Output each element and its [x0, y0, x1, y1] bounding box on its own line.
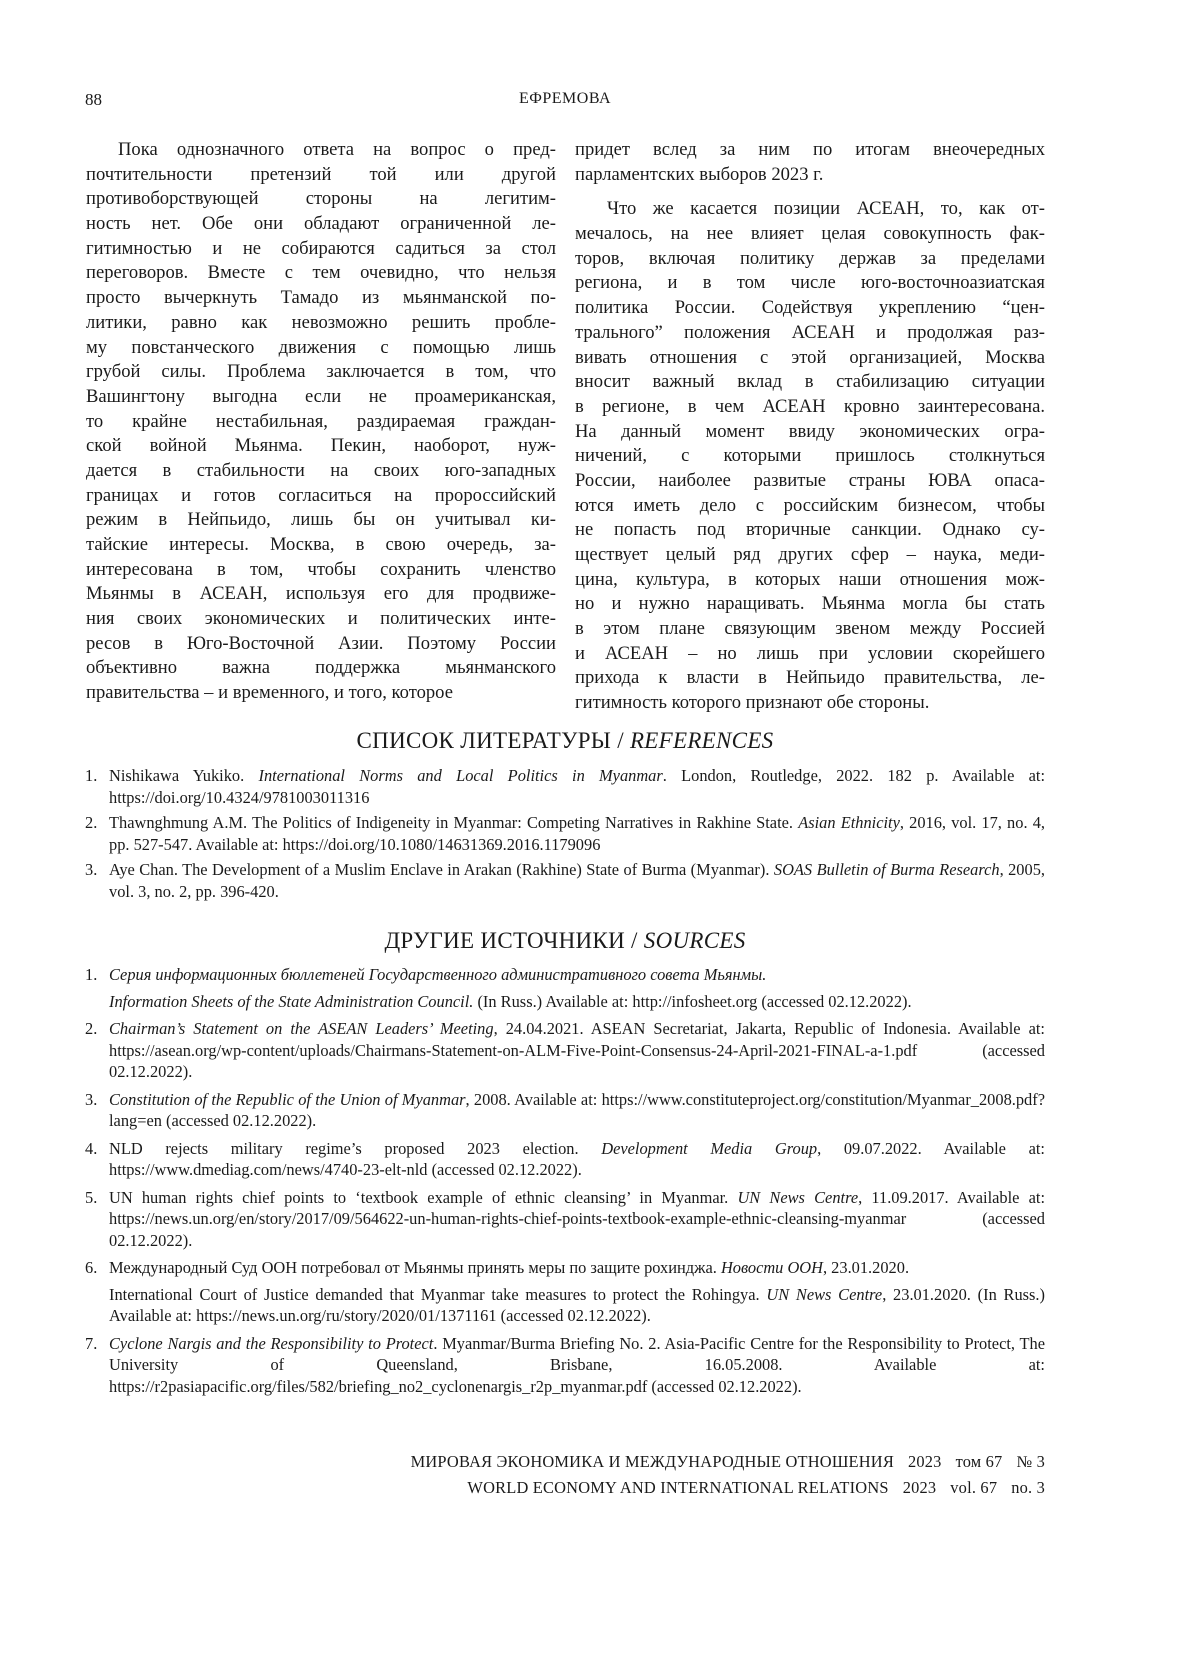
- text-line: грубой силы. Проблема заключается в том, что: [86, 360, 556, 385]
- text-segment: NLD rejects military regime’s proposed 2023 election.: [109, 1139, 601, 1158]
- item-number: 3.: [85, 859, 97, 881]
- text-segment: , 11.09.2017. Available at: https://news.un.org/en/story/2017/09/564622-un-human-rights-chief-points-textbook-example-ethnic-cleansing-myanmar (accessed 02.12.2022).: [109, 1188, 1045, 1250]
- body-left-column: [86, 138, 556, 706]
- list-item: [85, 812, 1045, 855]
- text-line: противоборствующей стороны на легитим-: [86, 187, 556, 212]
- text-line: политика России. Содействуя укреплению “цен-: [575, 296, 1045, 321]
- item-number: 4.: [85, 1138, 97, 1160]
- text-line: ской войной Мьянма. Пекин, наоборот, нуж-: [86, 434, 556, 459]
- list-item: [85, 1138, 1045, 1181]
- text-line: то крайне нестабильная, раздираемая граждан-: [86, 410, 556, 435]
- text-line: региона, и в том числе юго-восточноазиатская: [575, 271, 1045, 296]
- item-number: 2.: [85, 1018, 97, 1040]
- references-heading: [0, 728, 1130, 754]
- text-line: цина, культура, в которых наши отношения мож-: [575, 568, 1045, 593]
- text-segment: , 23.01.2020. (In Russ.) Available at: https://news.un.org/ru/story/2020/01/1371161 (accessed 02.12.2022).: [109, 1285, 1045, 1326]
- text-segment: , 24.04.2021. ASEAN Secretariat, Jakarta, Republic of Indonesia. Available at: https://asean.org/wp-content/uploads/Chairmans-Statement-on-ALM-Five-Point-Consensus-24-April-2021-FINAL-a-1.pdf (accessed 02.12.2022).: [109, 1019, 1045, 1081]
- text-segment: , 2005, vol. 3, no. 2, pp. 396-420.: [109, 860, 1045, 901]
- text-line: прихода к власти в Нейпьидо правительства, ле-: [575, 666, 1045, 691]
- text-line: Пока однозначного ответа на вопрос о пред-: [86, 138, 556, 163]
- text-line: трального” положения АСЕАН и продолжая раз-: [575, 321, 1045, 346]
- text-line: но и нужно наращивать. Мьянма могла бы стать: [575, 592, 1045, 617]
- text-segment: . London, Routledge, 2022. 182 p. Available at: https://doi.org/10.4324/9781003011316: [109, 766, 1045, 807]
- text-line: в этом плане связующим звеном между Россией: [575, 617, 1045, 642]
- journal-title: WORLD ECONOMY AND INTERNATIONAL RELATIONS: [467, 1478, 888, 1497]
- text-line: вивать отношения с этой организацией, Москва: [575, 346, 1045, 371]
- text-line: дается в стабильности на своих юго-западных: [86, 459, 556, 484]
- item-number: 6.: [85, 1257, 97, 1279]
- list-item: [85, 964, 1045, 1012]
- item-number: 5.: [85, 1187, 97, 1209]
- italic-title: Серия информационных бюллетеней Государственного административного совета Мьянмы.: [109, 965, 766, 984]
- paragraph: [575, 138, 1045, 187]
- item-text: [109, 1089, 1045, 1132]
- text-line: Что же касается позиции АСЕАН, то, как от-: [575, 197, 1045, 222]
- text-line: режим в Нейпьидо, лишь бы он учитывал ки-: [86, 508, 556, 533]
- list-item: [85, 1089, 1045, 1132]
- list-item: [85, 859, 1045, 902]
- text-line: и АСЕАН – но лишь при условии скорейшего: [575, 642, 1045, 667]
- text-line: Мьянмы в АСЕАН, используя его для продвиже-: [86, 582, 556, 607]
- italic-title: Information Sheets of the State Administration Council.: [109, 992, 473, 1011]
- text-segment: , 09.07.2022. Available at: https://www.dmediag.com/news/4740-23-elt-nld (accessed 02.12.2022).: [109, 1139, 1045, 1180]
- text-line: литики, равно как невозможно решить пробле-: [86, 311, 556, 336]
- item-number: 2.: [85, 812, 97, 834]
- text-line: ются иметь дело с российским бизнесом, чтобы: [575, 494, 1045, 519]
- item-text: [109, 1018, 1045, 1083]
- italic-title: SOAS Bulletin of Burma Research: [774, 860, 1000, 879]
- text-segment: , 2008. Available at: https://www.constituteproject.org/constitution/Myanmar_2008.pdf?lang=en (accessed 02.12.2022).: [109, 1090, 1045, 1131]
- item-number: 3.: [85, 1089, 97, 1111]
- italic-title: UN News Centre: [766, 1285, 882, 1304]
- footer-journal-ru: [411, 1452, 1045, 1472]
- italic-title: Asian Ethnicity: [798, 813, 900, 832]
- text-segment: UN human rights chief points to ‘textbook example of ethnic cleansing’ in Myanmar.: [109, 1188, 737, 1207]
- text-segment: Nishikawa Yukiko.: [109, 766, 258, 785]
- journal-year: 2023: [903, 1478, 937, 1497]
- text-line: вносит важный вклад в стабилизацию ситуации: [575, 370, 1045, 395]
- italic-title: UN News Centre: [737, 1188, 858, 1207]
- text-segment: International Court of Justice demanded that Myanmar take measures to protect the Rohingya.: [109, 1285, 766, 1304]
- text-line: мечалось, на нее влияет целая совокупность фак-: [575, 222, 1045, 247]
- text-line: объективно важна поддержка мьянманского: [86, 656, 556, 681]
- list-item: [85, 765, 1045, 808]
- item-text: [109, 1138, 1045, 1181]
- item-number: 1.: [85, 964, 97, 986]
- item-text: [109, 812, 1045, 855]
- text-line: ность нет. Обе они обладают ограниченной ле-: [86, 212, 556, 237]
- text-line: в регионе, в чем АСЕАН кровно заинтересована.: [575, 395, 1045, 420]
- journal-volume: том 67: [956, 1452, 1003, 1471]
- italic-title: Chairman’s Statement on the ASEAN Leaders’ Meeting: [109, 1019, 494, 1038]
- list-item: [85, 1018, 1045, 1083]
- italic-title: International Norms and Local Politics in Myanmar: [258, 766, 662, 785]
- journal-issue: № 3: [1016, 1452, 1045, 1471]
- body-right-column: [575, 138, 1045, 716]
- text-line: ничений, с которыми пришлось столкнуться: [575, 444, 1045, 469]
- journal-title: МИРОВАЯ ЭКОНОМИКА И МЕЖДУНАРОДНЫЕ ОТНОШЕНИЯ: [411, 1452, 894, 1471]
- item-text: [109, 991, 1045, 1013]
- text-line: переговоров. Вместе с тем очевидно, что нельзя: [86, 261, 556, 286]
- text-segment: . Myanmar/Burma Briefing No. 2. Asia-Pacific Centre for the Responsibility to Protect, The University of Queensland, Brisbane, 16.05.2008. Available at: https://r2pasiapacific.org/files/582/briefing_no2_cyclonenargis_r2p_myanmar.pdf (accessed 02.12.2022).: [109, 1334, 1045, 1396]
- item-text: [109, 1187, 1045, 1252]
- text-line: гитимность которого признают обе стороны.: [575, 691, 1045, 716]
- heading-text: ДРУГИЕ ИСТОЧНИКИ /: [384, 928, 643, 953]
- text-line: На данный момент ввиду экономических огра-: [575, 420, 1045, 445]
- paragraph: [575, 197, 1045, 715]
- references-list: [85, 765, 1045, 906]
- page-number: 88: [85, 90, 102, 110]
- text-line: границах и готов согласиться на пророссийский: [86, 484, 556, 509]
- text-line: придет вслед за ним по итогам внеочередных: [575, 138, 1045, 163]
- text-line: Вашингтону выгодна если не проамериканская,: [86, 385, 556, 410]
- text-line: тайские интересы. Москва, в свою очередь, за-: [86, 533, 556, 558]
- journal-year: 2023: [908, 1452, 942, 1471]
- journal-issue: no. 3: [1011, 1478, 1045, 1497]
- list-item: [85, 1187, 1045, 1252]
- sources-list: [85, 964, 1045, 1403]
- heading-text-italic: REFERENCES: [630, 728, 774, 753]
- heading-text: СПИСОК ЛИТЕРАТУРЫ /: [357, 728, 630, 753]
- italic-title: Cyclone Nargis and the Responsibility to Protect: [109, 1334, 433, 1353]
- list-item: [85, 1333, 1045, 1398]
- journal-volume: vol. 67: [950, 1478, 997, 1497]
- item-text: [109, 1257, 1045, 1279]
- text-segment: Aye Chan. The Development of a Muslim Enclave in Arakan (Rakhine) State of Burma (Myanmar).: [109, 860, 774, 879]
- footer-journal-en: [467, 1478, 1045, 1498]
- italic-title: Development Media Group: [601, 1139, 817, 1158]
- text-line: ществует целый ряд других сфер – наука, меди-: [575, 543, 1045, 568]
- item-text: [109, 1333, 1045, 1398]
- text-segment: Thawnghmung A.M. The Politics of Indigeneity in Myanmar: Competing Narratives in Rakhine State.: [109, 813, 798, 832]
- text-segment: (In Russ.) Available at: http://infosheet.org (accessed 02.12.2022).: [473, 992, 911, 1011]
- text-segment: , 2016, vol. 17, no. 4, pp. 527-547. Available at: https://doi.org/10.1080/14631369.2016.1179096: [109, 813, 1045, 854]
- item-number: 1.: [85, 765, 97, 787]
- text-line: не попасть под вторичные санкции. Однако су-: [575, 518, 1045, 543]
- italic-title: Constitution of the Republic of the Union of Myanmar: [109, 1090, 466, 1109]
- text-line: интересована в том, чтобы сохранить членство: [86, 558, 556, 583]
- text-line: парламентских выборов 2023 г.: [575, 163, 1045, 188]
- text-line: ния своих экономических и политических инте-: [86, 607, 556, 632]
- item-text: [109, 964, 1045, 986]
- item-number: 7.: [85, 1333, 97, 1355]
- text-line: правительства – и временного, и того, которое: [86, 681, 556, 706]
- text-line: торов, включая политику держав за пределами: [575, 247, 1045, 272]
- heading-text-italic: SOURCES: [644, 928, 746, 953]
- item-text: [109, 859, 1045, 902]
- text-line: почтительности претензий той или другой: [86, 163, 556, 188]
- text-line: гитимностью и не собираются садиться за стол: [86, 237, 556, 262]
- text-line: му повстанческого движения с помощью лишь: [86, 336, 556, 361]
- item-text: [109, 1284, 1045, 1327]
- list-item: [85, 1257, 1045, 1327]
- running-head: ЕФРЕМОВА: [0, 90, 1130, 108]
- text-line: ресов в Юго-Восточной Азии. Поэтому России: [86, 632, 556, 657]
- italic-title: Новости ООН: [721, 1258, 823, 1277]
- text-line: России, наиболее развитые страны ЮВА опаса-: [575, 469, 1045, 494]
- item-text: [109, 765, 1045, 808]
- text-segment: , 23.01.2020.: [823, 1258, 909, 1277]
- sources-heading: [0, 928, 1130, 954]
- text-segment: Международный Суд ООН потребовал от Мьянмы принять меры по защите рохинджа.: [109, 1258, 721, 1277]
- text-line: просто вычеркнуть Тамадо из мьянманской по-: [86, 286, 556, 311]
